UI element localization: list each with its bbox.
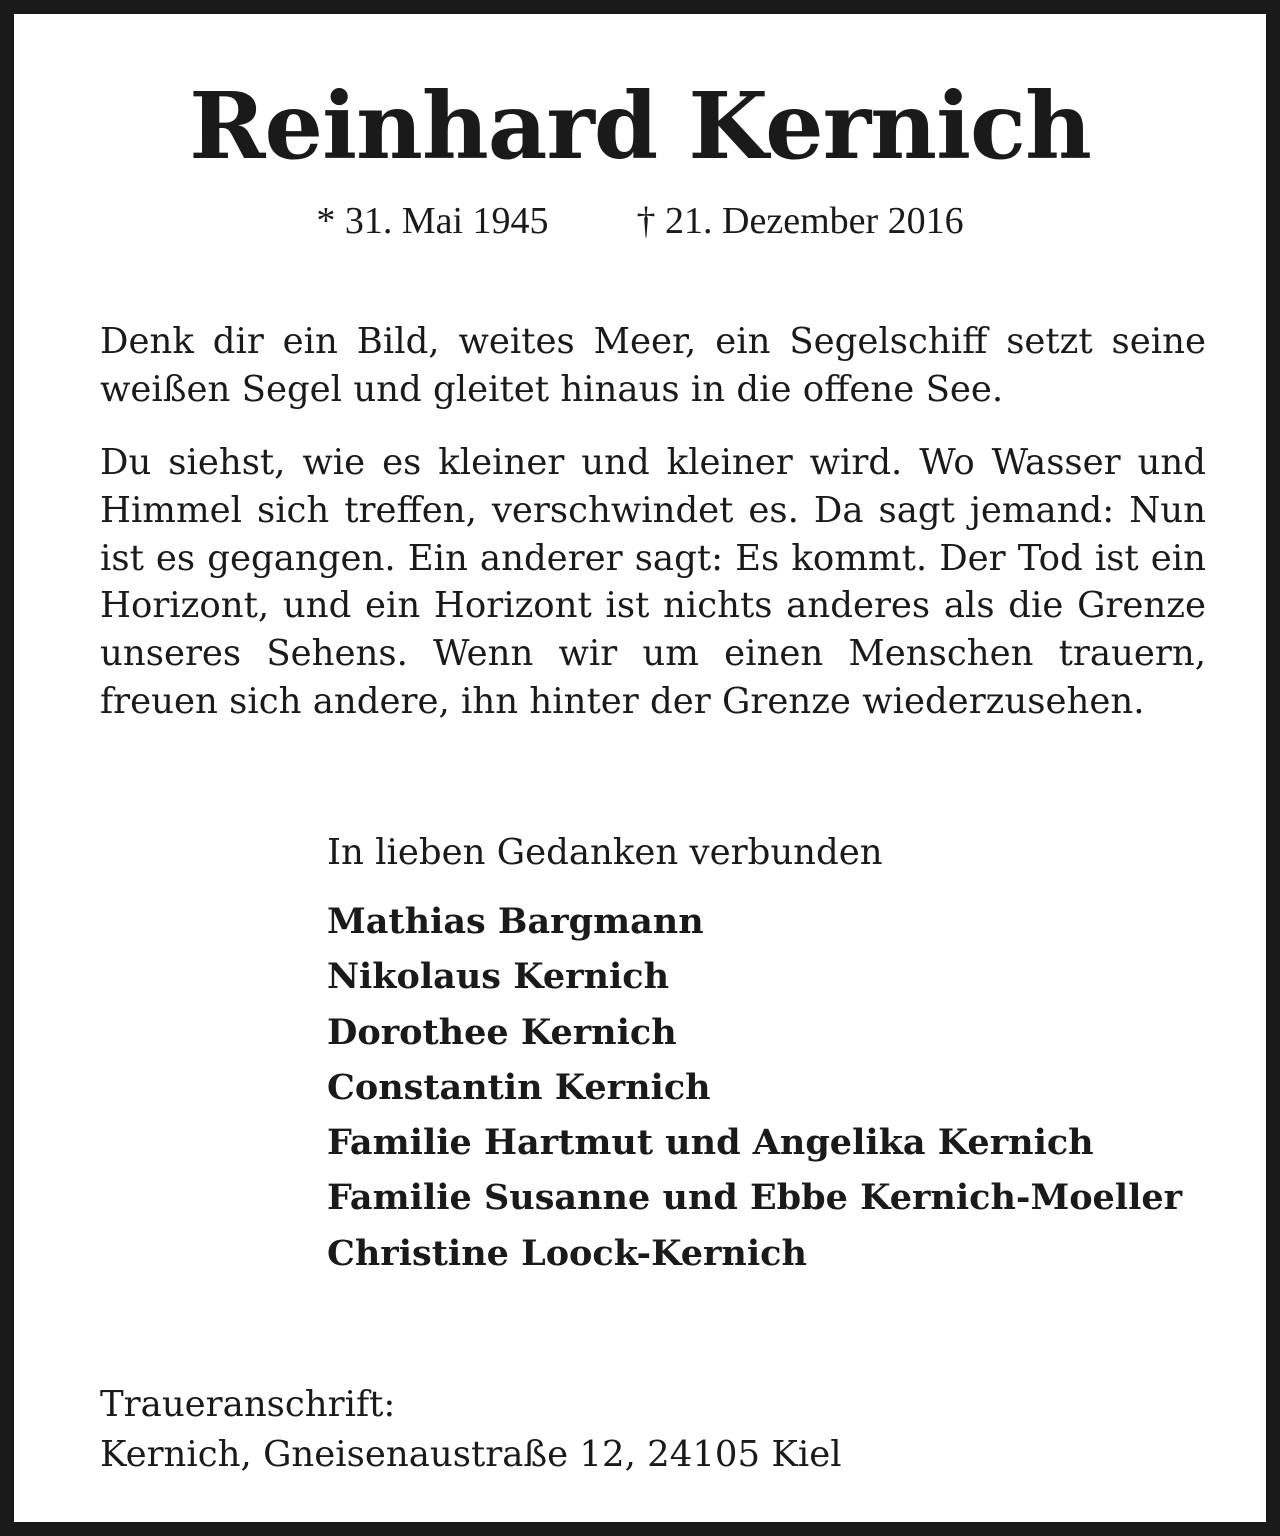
signer-name: Nikolaus Kernich — [327, 956, 670, 998]
address-label: Traueranschrift: — [100, 1384, 396, 1425]
signer-name: Christine Loock-Kernich — [327, 1232, 807, 1274]
life-dates — [14, 197, 1266, 245]
signer-name: Dorothee Kernich — [327, 1011, 677, 1053]
mourning-address-block — [100, 1380, 842, 1480]
address-text: Kernich, Gneisenaustraße 12, 24105 Kiel — [100, 1434, 842, 1475]
death-date: † 21. Dezember 2016 — [636, 200, 964, 242]
deceased-name: Reinhard Kernich — [189, 72, 1091, 180]
signer-name: Familie Hartmut und Angelika Kernich — [327, 1122, 1094, 1164]
signer-name: Familie Susanne und Ebbe Kernich-Moeller — [327, 1177, 1183, 1219]
greeting-line: In lieben Gedanken verbunden — [327, 832, 883, 873]
birth-date: * 31. Mai 1945 — [316, 200, 549, 242]
signer-list — [327, 894, 1182, 1281]
poem-paragraph-2: Du siehst, wie es kleiner und kleiner wird. Wo Wasser und Himmel sich treffen, verschwindet es. Da sagt jemand: Nun ist es gegangen. Ein anderer sagt: Es kommt. Der Tod ist ein Horizont, und ein Horizont ist nichts anderes als die Grenze unseres Sehens. Wenn wir um einen Menschen trauern, freuen sich andere, ihn hinter der Grenze wiederzusehen. — [100, 442, 1206, 722]
signer-name: Constantin Kernich — [327, 1066, 711, 1108]
signer-name: Mathias Bargmann — [327, 901, 704, 942]
poem-paragraph-1: Denk dir ein Bild, weites Meer, ein Segelschiff setzt seine weißen Segel und gleitet hinaus in die offene See. — [100, 321, 1206, 410]
